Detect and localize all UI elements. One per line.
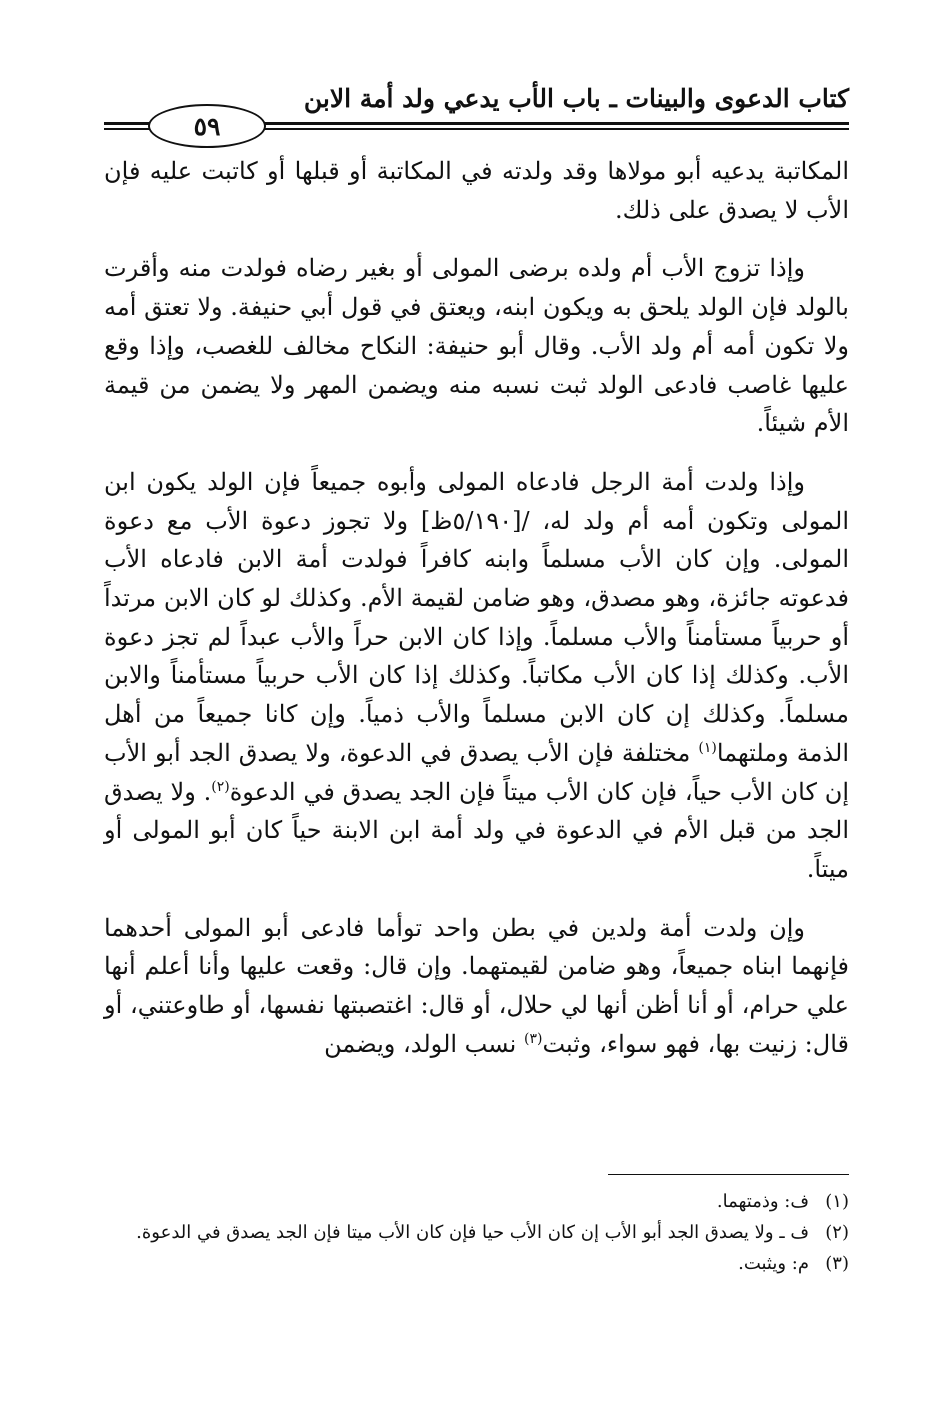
paragraph-text: المكاتبة يدعيه أبو مولاها وقد ولدته في المكاتبة أو قبلها أو كاتبت عليه فإن الأب لا يصدق على ذلك. [104, 157, 849, 224]
page-number: ٥٩ [148, 104, 266, 148]
footnote-number: (١) [825, 1191, 849, 1212]
paragraph-text: مختلفة فإن الأب يصدق في الدعوة، ولا يصدق الجد أبو الأب إن كان الأب حياً، فإن كان الأب ميتاً فإن الجد يصدق في الدعوة [104, 738, 850, 806]
footnote-text: م: ويثبت. [738, 1253, 809, 1274]
paragraph-text: وإن ولدت أمة ولدين في بطن واحد توأما فادعى أبو المولى أحدهما فإنهما ابناه جميعاً، وهو ضامن لقيمتهما. وإن قال: وقعت عليها وأنا أعلم أنها علي حرام، أو أنا أظن أنها لي حلال، أو قال: اغتصبتها نفسها، أو طاوعتني، أو قال: زنيت بها، فهو سواء، وثبت [104, 913, 849, 1058]
paragraph-text: وإذا تزوج الأب أم ولده برضى المولى أو بغير رضاه فولدت منه وأقرت بالولد فإن الولد يلحق به ويكون ابنه، ويعتق في قول أبي حنيفة. ولا تعتق أمه ولا تكون أمه أم ولد الأب. وقال أبو حنيفة: النكاح مخالف للغصب، وإذا وقع عليها غاصب فادعى الولد ثبت نسبه منه ويضمن المهر ولا يضمن من قيمة الأم شيئاً. [104, 254, 849, 438]
page-header [104, 80, 849, 140]
footnote-text: ف: وذمتهما. [716, 1191, 809, 1212]
footnote-number: (٢) [825, 1222, 849, 1243]
footnote [104, 1186, 849, 1217]
footnote-separator [608, 1174, 849, 1175]
paragraph [104, 249, 849, 443]
footnote-number: (٣) [825, 1253, 849, 1274]
footnote-marker: (٣) [523, 1030, 543, 1047]
footnote-text: ف ـ ولا يصدق الجد أبو الأب إن كان الأب حيا فإن كان الأب ميتا فإن الجد يصدق في الدعوة. [136, 1222, 809, 1243]
running-title: كتاب الدعوى والبينات ـ باب الأب يدعي ولد أمة الابن [303, 84, 849, 113]
paragraph [104, 152, 849, 229]
main-text [104, 152, 849, 1083]
paragraph [104, 909, 849, 1064]
paragraph-text: نسب الولد، ويضمن [324, 1029, 524, 1058]
footnote-marker: (١) [698, 739, 717, 756]
paragraph-text: . ولا يصدق الجد من قبل الأم في الدعوة في ولد أمة ابن الابنة حياً كان أبو المولى أو ميتاً. [104, 777, 849, 883]
paragraph [104, 463, 849, 889]
footnote [104, 1248, 849, 1279]
footnotes [104, 1186, 849, 1279]
paragraph-text: وإذا ولدت أمة الرجل فادعاه المولى وأبوه جميعاً فإن الولد يكون ابن المولى وتكون أمه أم ولد له، /[٥/١٩٠ظ] ولا تجوز دعوة الأب مع دعوة المولى. وإن كان الأب مسلماً وابنه كافراً فولدت أمة الابن فادعاه الأب فدعوته جائزة، وهو مصدق، وهو ضامن لقيمة الأم. وكذلك لو كان الابن مرتداً أو حربياً مستأمناً والأب مسلماً. وإذا كان الابن حراً والأب عبداً لم تجز دعوة الأب. وكذلك إذا كان الأب مكاتباً. وكذلك إذا كان الأب حربياً مستأمناً والابن مسلماً. وكذلك إن كان الابن مسلماً والأب ذمياً. وإن كانا جميعاً من أهل الذمة وملتهما [104, 467, 850, 767]
footnote [104, 1217, 849, 1248]
footnote-marker: (٢) [211, 778, 230, 795]
